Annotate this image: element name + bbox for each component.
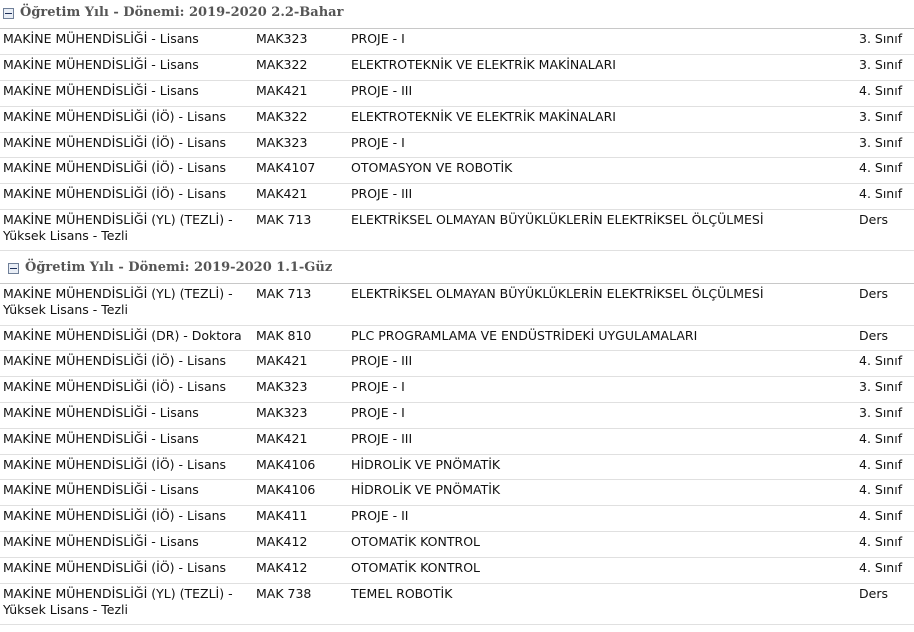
- level-cell: 4. Sınıf: [856, 557, 914, 583]
- program-cell: MAKİNE MÜHENDİSLİĞİ - Lisans: [0, 480, 253, 506]
- course-name-cell: HİDROLİK VE PNÖMATİK: [348, 454, 856, 480]
- course-name-cell: ELEKTROTEKNİK VE ELEKTRİK MAKİNALARI: [348, 106, 856, 132]
- level-cell: 4. Sınıf: [856, 531, 914, 557]
- program-cell: MAKİNE MÜHENDİSLİĞİ (İÖ) - Lisans: [0, 557, 253, 583]
- program-cell: MAKİNE MÜHENDİSLİĞİ - Lisans: [0, 81, 253, 107]
- program-cell: MAKİNE MÜHENDİSLİĞİ (İÖ) - Lisans: [0, 184, 253, 210]
- course-code-cell: MAK 810: [253, 325, 348, 351]
- level-cell: 4. Sınıf: [856, 158, 914, 184]
- course-code-cell: MAK 713: [253, 210, 348, 251]
- course-name-cell: HİDROLİK VE PNÖMATİK: [348, 480, 856, 506]
- course-name-cell: PROJE - III: [348, 184, 856, 210]
- table-row: [0, 132, 914, 158]
- course-code-cell: MAK4106: [253, 454, 348, 480]
- level-cell: 3. Sınıf: [856, 402, 914, 428]
- course-code-cell: MAK323: [253, 132, 348, 158]
- program-cell: MAKİNE MÜHENDİSLİĞİ (DR) - Doktora: [0, 325, 253, 351]
- program-cell: MAKİNE MÜHENDİSLİĞİ (İÖ) - Lisans: [0, 132, 253, 158]
- program-cell: MAKİNE MÜHENDİSLİĞİ (İÖ) - Lisans: [0, 377, 253, 403]
- level-cell: 4. Sınıf: [856, 454, 914, 480]
- table-row: [0, 158, 914, 184]
- course-code-cell: MAK323: [253, 377, 348, 403]
- program-cell: MAKİNE MÜHENDİSLİĞİ (İÖ) - Lisans: [0, 506, 253, 532]
- program-cell: MAKİNE MÜHENDİSLİĞİ - Lisans: [0, 531, 253, 557]
- course-name-cell: OTOMATİK KONTROL: [348, 557, 856, 583]
- level-cell: 3. Sınıf: [856, 55, 914, 81]
- program-cell: MAKİNE MÜHENDİSLİĞİ (İÖ) - Lisans: [0, 106, 253, 132]
- course-name-cell: TEMEL ROBOTİK: [348, 583, 856, 624]
- program-cell: MAKİNE MÜHENDİSLİĞİ (YL) (TEZLİ) - Yüksek Lisans - Tezli: [0, 583, 253, 624]
- course-code-cell: MAK4107: [253, 158, 348, 184]
- course-code-cell: MAK323: [253, 402, 348, 428]
- group-title: Öğretim Yılı - Dönemi: 2019-2020 1.1-Güz: [25, 260, 333, 276]
- table-row: [0, 428, 914, 454]
- course-name-cell: OTOMATİK KONTROL: [348, 531, 856, 557]
- program-cell: MAKİNE MÜHENDİSLİĞİ - Lisans: [0, 55, 253, 81]
- level-cell: Ders: [856, 210, 914, 251]
- course-name-cell: PROJE - III: [348, 351, 856, 377]
- program-cell: MAKİNE MÜHENDİSLİĞİ (İÖ) - Lisans: [0, 454, 253, 480]
- course-code-cell: MAK322: [253, 55, 348, 81]
- course-name-cell: PROJE - III: [348, 428, 856, 454]
- course-name-cell: PLC PROGRAMLAMA VE ENDÜSTRİDEKİ UYGULAMALARI: [348, 325, 856, 351]
- table-row: [0, 29, 914, 55]
- course-code-cell: MAK 738: [253, 583, 348, 624]
- table-row: [0, 184, 914, 210]
- table-row: [0, 557, 914, 583]
- course-code-cell: MAK421: [253, 428, 348, 454]
- course-name-cell: ELEKTROTEKNİK VE ELEKTRİK MAKİNALARI: [348, 55, 856, 81]
- level-cell: Ders: [856, 325, 914, 351]
- collapse-icon[interactable]: [3, 8, 14, 19]
- table-row: [0, 210, 914, 251]
- table-row: [0, 55, 914, 81]
- course-code-cell: MAK322: [253, 106, 348, 132]
- program-cell: MAKİNE MÜHENDİSLİĞİ (YL) (TEZLİ) - Yüksek Lisans - Tezli: [0, 284, 253, 325]
- course-table: [0, 284, 914, 624]
- collapse-icon[interactable]: [8, 263, 19, 274]
- course-code-cell: MAK412: [253, 557, 348, 583]
- course-code-cell: MAK4106: [253, 480, 348, 506]
- program-cell: MAKİNE MÜHENDİSLİĞİ - Lisans: [0, 402, 253, 428]
- program-cell: MAKİNE MÜHENDİSLİĞİ - Lisans: [0, 428, 253, 454]
- course-name-cell: PROJE - III: [348, 81, 856, 107]
- level-cell: 4. Sınıf: [856, 506, 914, 532]
- level-cell: 4. Sınıf: [856, 351, 914, 377]
- course-name-cell: PROJE - I: [348, 132, 856, 158]
- course-code-cell: MAK 713: [253, 284, 348, 325]
- level-cell: Ders: [856, 583, 914, 624]
- program-cell: MAKİNE MÜHENDİSLİĞİ (İÖ) - Lisans: [0, 351, 253, 377]
- program-cell: MAKİNE MÜHENDİSLİĞİ (YL) (TEZLİ) - Yüksek Lisans - Tezli: [0, 210, 253, 251]
- level-cell: Ders: [856, 284, 914, 325]
- course-code-cell: MAK421: [253, 351, 348, 377]
- table-row: [0, 351, 914, 377]
- course-name-cell: PROJE - II: [348, 506, 856, 532]
- course-table: [0, 29, 914, 251]
- table-row: [0, 106, 914, 132]
- table-row: [0, 480, 914, 506]
- course-code-cell: MAK412: [253, 531, 348, 557]
- table-row: [0, 454, 914, 480]
- course-name-cell: PROJE - I: [348, 377, 856, 403]
- course-name-cell: PROJE - I: [348, 402, 856, 428]
- course-code-cell: MAK421: [253, 81, 348, 107]
- course-code-cell: MAK421: [253, 184, 348, 210]
- course-code-cell: MAK411: [253, 506, 348, 532]
- table-row: [0, 506, 914, 532]
- group-title: Öğretim Yılı - Dönemi: 2019-2020 2.2-Bahar: [20, 5, 344, 20]
- level-cell: 3. Sınıf: [856, 29, 914, 55]
- course-code-cell: MAK323: [253, 29, 348, 55]
- table-row: [0, 402, 914, 428]
- table-row: [0, 81, 914, 107]
- level-cell: 4. Sınıf: [856, 81, 914, 107]
- level-cell: 4. Sınıf: [856, 480, 914, 506]
- level-cell: 4. Sınıf: [856, 184, 914, 210]
- course-name-cell: PROJE - I: [348, 29, 856, 55]
- group-header[interactable]: [0, 0, 914, 29]
- program-cell: MAKİNE MÜHENDİSLİĞİ (İÖ) - Lisans: [0, 158, 253, 184]
- table-row: [0, 377, 914, 403]
- group-header[interactable]: [0, 251, 914, 284]
- course-name-cell: ELEKTRİKSEL OLMAYAN BÜYÜKLÜKLERİN ELEKTRİKSEL ÖLÇÜLMESİ: [348, 284, 856, 325]
- course-name-cell: OTOMASYON VE ROBOTİK: [348, 158, 856, 184]
- table-row: [0, 284, 914, 325]
- level-cell: 4. Sınıf: [856, 428, 914, 454]
- table-row: [0, 583, 914, 624]
- level-cell: 3. Sınıf: [856, 377, 914, 403]
- level-cell: 3. Sınıf: [856, 106, 914, 132]
- program-cell: MAKİNE MÜHENDİSLİĞİ - Lisans: [0, 29, 253, 55]
- level-cell: 3. Sınıf: [856, 132, 914, 158]
- course-name-cell: ELEKTRİKSEL OLMAYAN BÜYÜKLÜKLERİN ELEKTRİKSEL ÖLÇÜLMESİ: [348, 210, 856, 251]
- table-row: [0, 531, 914, 557]
- table-row: [0, 325, 914, 351]
